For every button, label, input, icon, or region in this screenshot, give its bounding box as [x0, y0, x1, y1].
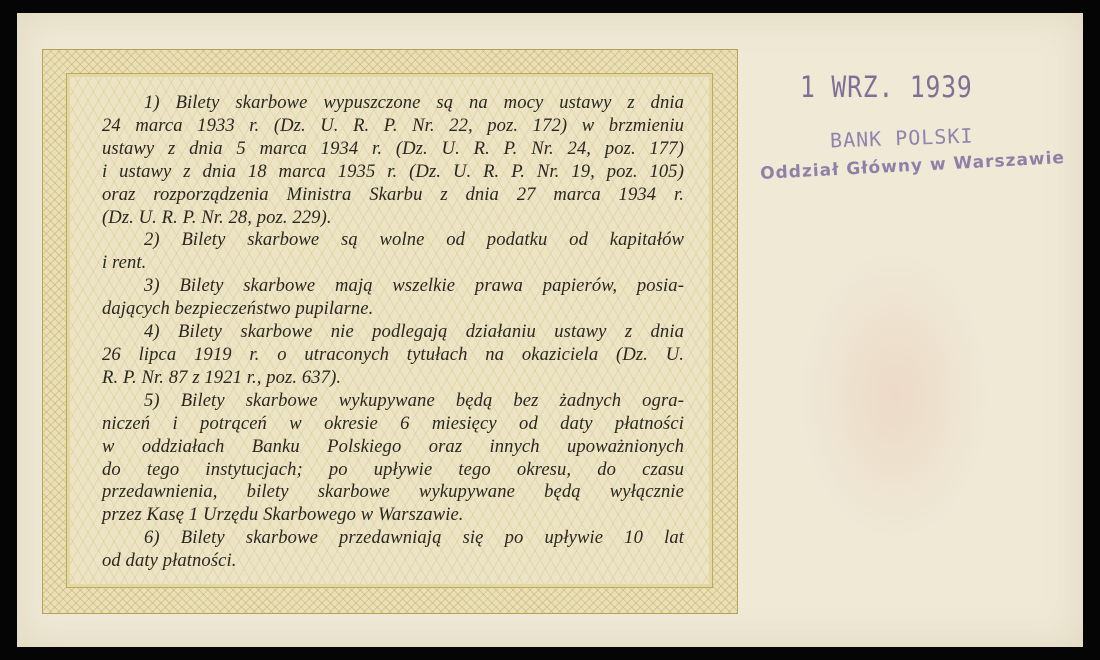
text-line: (Dz. U. R. P. Nr. 28, poz. 229). — [102, 206, 332, 228]
bank-stamp: BANK POLSKI — [829, 123, 974, 153]
text-line: dających bezpieczeństwo pupilarne. — [102, 298, 374, 320]
text-line: i ustawy z dnia 18 marca 1935 r. (Dz. U. R. P. Nr. 19, poz. 105) — [102, 160, 684, 182]
text-line: od daty płatności. — [102, 550, 237, 572]
text-line: niczeń i potrąceń w okresie 6 miesięcy od daty płatności — [102, 412, 684, 434]
text-line: 2) Bilety skarbowe są wolne od podatku od kapitałów — [144, 229, 684, 251]
text-line: do tego instytucjach; po upływie tego okresu, do czasu — [102, 458, 684, 480]
text-line: 3) Bilety skarbowe mają wszelkie prawa papierów, posia- — [144, 275, 684, 297]
text-line: oraz rozporządzenia Ministra Skarbu z dnia 27 marca 1934 r. — [102, 183, 684, 205]
text-line: przez Kasę 1 Urzędu Skarbowego w Warszawie. — [102, 504, 464, 526]
branch-stamp: Oddział Główny w Warszawie — [759, 148, 1066, 184]
text-line: 4) Bilety skarbowe nie podlegają działaniu ustawy z dnia — [144, 321, 684, 343]
text-line: 6) Bilety skarbowe przedawniają się po upływie 10 lat — [144, 527, 684, 549]
text-line: i rent. — [102, 252, 147, 274]
terms-text — [102, 92, 684, 573]
text-line: 1) Bilety skarbowe wypuszczone są na mocy ustawy z dnia — [144, 92, 684, 113]
text-line: 26 lipca 1919 r. o utraconych tytułach na okaziciela (Dz. U. — [102, 343, 684, 365]
date-stamp: 1 WRZ. 1939 — [800, 70, 973, 104]
text-line: 5) Bilety skarbowe wykupywane będą bez żadnych ogra- — [144, 389, 684, 411]
text-line: w oddziałach Banku Polskiego oraz innych upoważnionych — [102, 435, 684, 457]
text-line: przedawnienia, bilety skarbowe wykupywane będą wyłącznie — [102, 481, 684, 503]
text-line: 24 marca 1933 r. (Dz. U. R. P. Nr. 22, poz. 172) w brzmieniu — [102, 114, 684, 136]
text-line: R. P. Nr. 87 z 1921 r., poz. 637). — [102, 366, 342, 388]
watermark-seal — [800, 250, 990, 540]
text-line: ustawy z dnia 5 marca 1934 r. (Dz. U. R. P. Nr. 24, poz. 177) — [102, 137, 684, 159]
